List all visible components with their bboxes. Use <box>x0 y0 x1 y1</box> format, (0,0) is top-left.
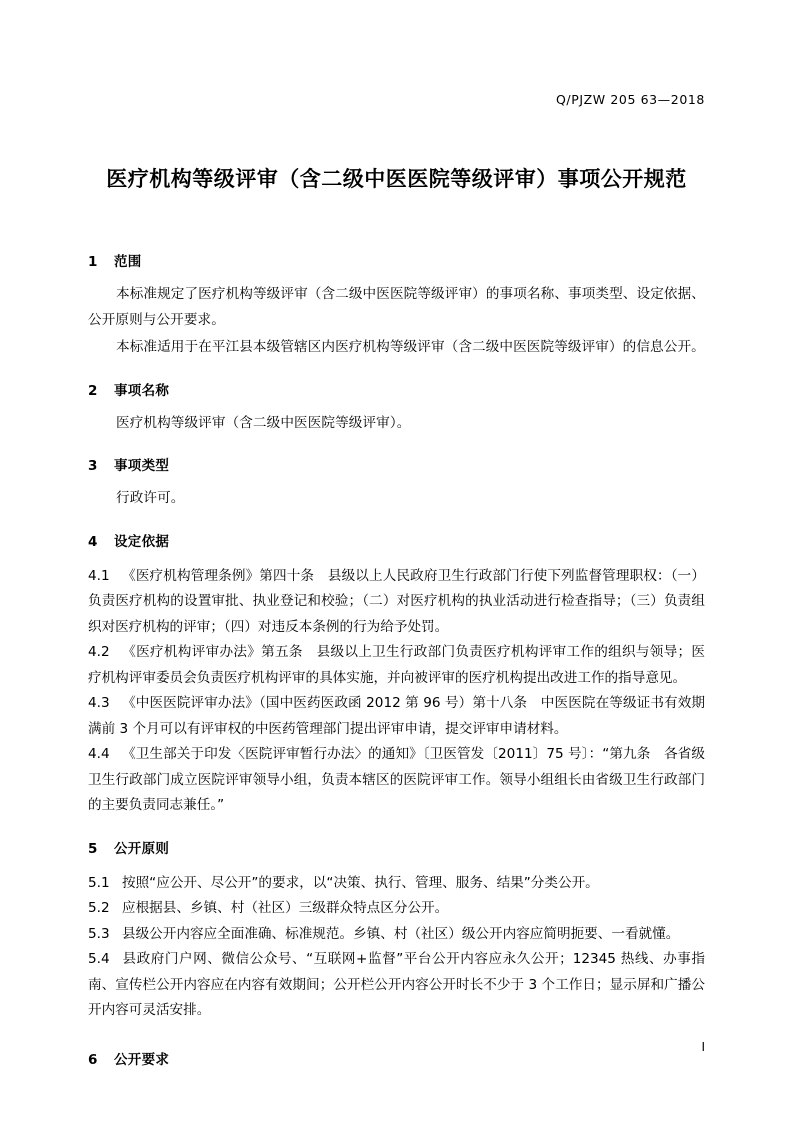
section-number-4: 4 <box>88 533 98 550</box>
section-heading-4 <box>88 530 705 550</box>
section-4-clauses <box>88 564 705 819</box>
clause-number-4-2: 4.2 <box>88 644 110 660</box>
clause-text-5-2: 应根据县、乡镇、村（社区）三级群众特点区分公开。 <box>122 900 449 916</box>
section-heading-1 <box>88 250 705 270</box>
section-2-paragraph-1: 医疗机构等级评审（含二级中医医院等级评审）。 <box>116 414 411 431</box>
section-title-2: 事项名称 <box>114 382 170 399</box>
clause-4-2 <box>88 640 705 691</box>
clause-number-5-1: 5.1 <box>88 874 110 891</box>
clause-text-4-4: 《卫生部关于印发〈医院评审暂行办法〉的通知》〔卫医管发〔2011〕75 号〕：“第九条 各省级卫生行政部门成立医院评审领导小组，负责本辖区的医院评审工作。领导小组组长由省级卫生行政部门的主要负责同志兼任。” <box>88 746 705 813</box>
standard-code: Q/PJZW 205 63—2018 <box>555 92 705 107</box>
section-5-clauses <box>88 871 705 1024</box>
section-number-2: 2 <box>88 382 98 399</box>
clause-5-4 <box>88 947 705 1024</box>
clause-4-1 <box>88 564 705 641</box>
page-title: 医疗机构等级评审（含二级中医医院等级评审）事项公开规范 <box>106 167 687 191</box>
clause-number-4-1: 4.1 <box>88 567 110 584</box>
section-title-4: 设定依据 <box>114 533 170 550</box>
clause-text-5-1: 按照“应公开、尽公开”的要求，以“决策、执行、管理、服务、结果”分类公开。 <box>122 874 599 891</box>
clause-text-4-1: 《医疗机构管理条例》第四十条 县级以上人民政府卫生行政部门行使下列监督管理职权：（一）负责医疗机构的设置审批、执业登记和校验；（二）对医疗机构的执业活动进行检查指导；（三）负责组织对医疗机构的评审；（四）对违反本条例的行为给予处罚。 <box>88 567 705 635</box>
clause-number-5-3: 5.3 <box>88 925 110 942</box>
section-title-6: 公开要求 <box>114 1051 170 1068</box>
clause-number-4-3: 4.3 <box>88 695 110 711</box>
section-title-1: 范围 <box>114 254 142 270</box>
section-number-1: 1 <box>88 254 98 270</box>
section-heading-5 <box>88 837 705 857</box>
clause-number-4-4: 4.4 <box>88 746 110 762</box>
clause-5-3 <box>88 922 705 948</box>
section-3-paragraph-1: 行政许可。 <box>116 490 185 506</box>
section-heading-2 <box>88 379 705 399</box>
clause-text-4-2: 《医疗机构评审办法》第五条 县级以上卫生行政部门负责医疗机构评审工作的组织与领导；医疗机构评审委员会负责医疗机构评审的具体实施，并向被评审的医疗机构提出改进工作的指导意见。 <box>88 644 705 686</box>
clause-number-5-4: 5.4 <box>88 951 110 967</box>
clause-number-5-2: 5.2 <box>88 900 110 916</box>
section-heading-3 <box>88 454 705 474</box>
clause-5-1 <box>88 871 705 897</box>
clause-text-4-3: 《中医医院评审办法》（国中医药医政函 2012 第 96 号）第十八条 中医医院在等级证书有效期满前 3 个月可以有评审权的中医药管理部门提出评审申请，提交评审申请材料。 <box>88 695 705 737</box>
clause-4-4 <box>88 742 705 819</box>
section-number-3: 3 <box>88 458 98 474</box>
section-number-5: 5 <box>88 840 98 857</box>
clause-text-5-3: 县级公开内容应全面准确、标准规范。乡镇、村（社区）级公开内容应简明扼要、一看就懂。 <box>122 925 680 942</box>
section-1-paragraph-2: 本标准适用于在平江县本级管辖区内医疗机构等级评审（含二级中医医院等级评审）的信息公开。 <box>116 339 705 355</box>
section-title-3: 事项类型 <box>114 458 170 474</box>
clause-text-5-4: 县政府门户网、微信公众号、“互联网+监督”平台公开内容应永久公开；12345 热线、办事指南、宣传栏公开内容应在内容有效期间；公开栏公开内容公开时长不少于 3 个工作日；显示屏和广播公开内容可灵活安排。 <box>88 951 705 1018</box>
clause-4-3 <box>88 691 705 742</box>
section-heading-6 <box>88 1048 705 1068</box>
section-1-paragraph-1: 本标准规定了医疗机构等级评审（含二级中医医院等级评审）的事项名称、事项类型、设定依据、公开原则与公开要求。 <box>88 286 705 328</box>
clause-5-2 <box>88 896 705 922</box>
section-title-5: 公开原则 <box>114 840 170 857</box>
section-number-6: 6 <box>88 1051 98 1068</box>
page-number: I <box>701 1040 705 1054</box>
document-body <box>88 232 705 1068</box>
